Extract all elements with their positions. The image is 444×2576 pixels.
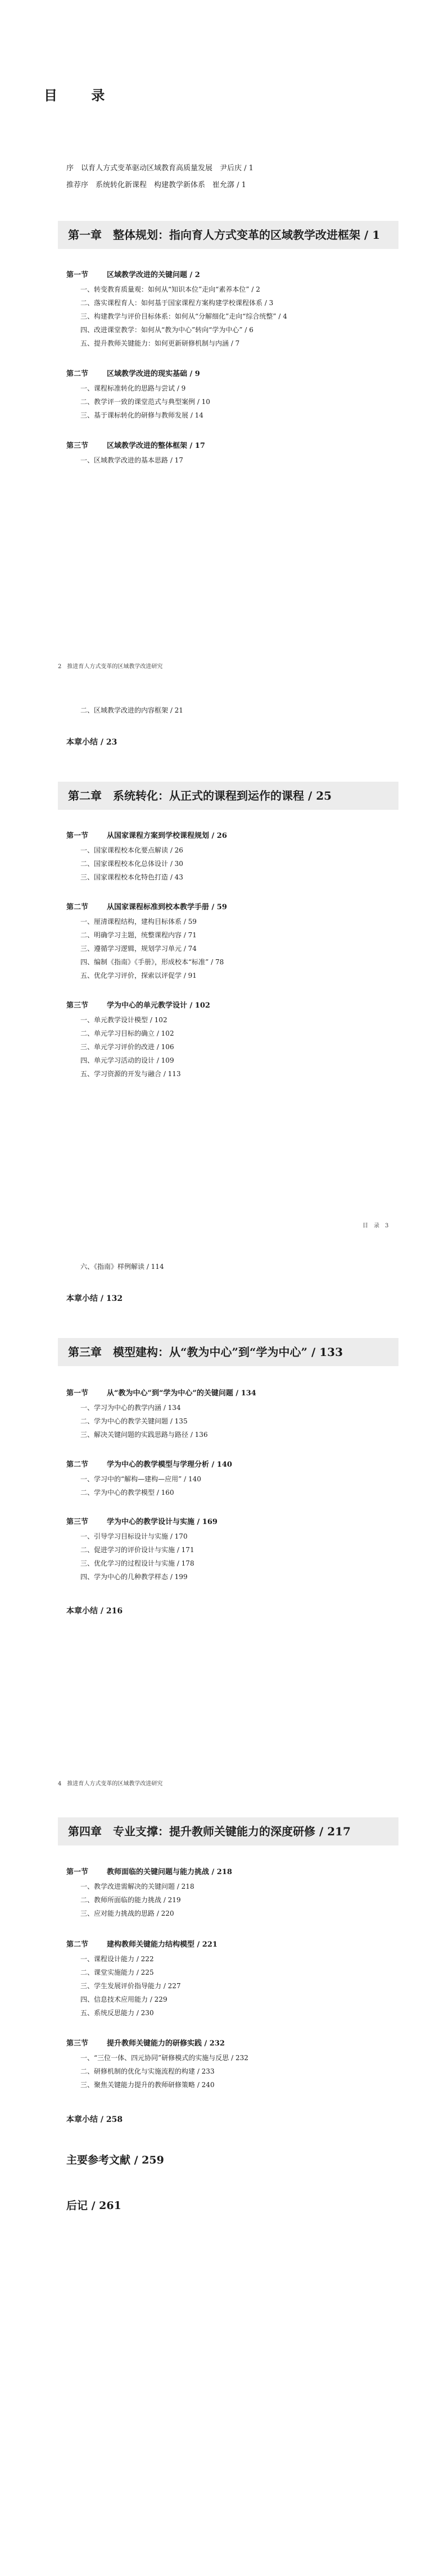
section-heading bbox=[66, 901, 227, 911]
section-heading bbox=[66, 1866, 232, 1876]
section-number: 第三节 bbox=[66, 2039, 89, 2048]
toc-item: 二、学为中心的教学模型 / 160 bbox=[80, 1489, 174, 1496]
toc-item: 二、落实课程育人：如何基于国家课程方案构建学校课程体系 / 3 bbox=[80, 299, 274, 307]
toc-item: 四、编制《指南》《手册》，形成校本“标准” / 78 bbox=[80, 958, 224, 966]
section-title: 从国家课程方案到学校课程规划 / 26 bbox=[107, 832, 227, 840]
running-head: 2 推进育人方式变革的区域教学改进研究 bbox=[58, 664, 163, 670]
section-heading bbox=[66, 368, 200, 378]
chapter-summary: 本章小结 / 258 bbox=[66, 2115, 123, 2124]
toc-item: 三、单元学习评价的改进 / 106 bbox=[80, 1043, 174, 1051]
toc-item: 三、基于课标转化的研修与教师发展 / 14 bbox=[80, 411, 203, 419]
section-title: 区域教学改进的关键问题 / 2 bbox=[107, 271, 200, 279]
toc-item: 二、区域教学改进的内容框架 / 21 bbox=[80, 706, 183, 714]
section-heading bbox=[66, 1458, 232, 1469]
section-heading bbox=[66, 2037, 225, 2048]
toc-item: 四、改进课堂教学：如何从“教为中心”转向“学为中心” / 6 bbox=[80, 326, 253, 334]
references-entry: 主要参考文献 / 259 bbox=[66, 2154, 164, 2166]
chapter-summary: 本章小结 / 216 bbox=[66, 1607, 123, 1616]
section-title: 建构教师关键能力结构模型 / 221 bbox=[107, 1940, 218, 1949]
toc-item: 一、单元教学设计模型 / 102 bbox=[80, 1016, 167, 1024]
toc-item: 二、教学评一致的课堂范式与典型案例 / 10 bbox=[80, 398, 210, 406]
section-number: 第一节 bbox=[66, 832, 89, 840]
afterword-entry: 后记 / 261 bbox=[66, 2199, 121, 2212]
toc-item: 三、优化学习的过程设计与实施 / 178 bbox=[80, 1559, 194, 1567]
toc-item: 一、教学改进需解决的关键问题 / 218 bbox=[80, 1883, 194, 1890]
toc-item: 二、国家课程校本化总体设计 / 30 bbox=[80, 860, 183, 868]
section-number: 第二节 bbox=[66, 1940, 89, 1949]
section-number: 第二节 bbox=[66, 903, 89, 911]
chapter-heading: 第三章 模型建构：从“教为中心”到“学为中心” / 133 bbox=[58, 1338, 398, 1366]
chapter-heading: 第二章 系统转化：从正式的课程到运作的课程 / 25 bbox=[58, 782, 398, 810]
toc-item: 三、遵循学习逻辑，规划学习单元 / 74 bbox=[80, 945, 197, 953]
toc-item: 四、单元学习活动的设计 / 109 bbox=[80, 1056, 174, 1064]
toc-item: 二、明确学习主题，统整课程内容 / 71 bbox=[80, 931, 197, 939]
section-number: 第一节 bbox=[66, 1389, 89, 1398]
running-head: 目 录 3 bbox=[363, 1223, 389, 1229]
section-number: 第二节 bbox=[66, 1461, 89, 1469]
section-number: 第一节 bbox=[66, 1868, 89, 1876]
section-heading bbox=[66, 1938, 218, 1949]
toc-item: 五、系统反思能力 / 230 bbox=[80, 2009, 154, 2017]
toc-item: 三、应对能力挑战的思路 / 220 bbox=[80, 1910, 174, 1917]
toc-item: 二、学为中心的教学关键问题 / 135 bbox=[80, 1417, 188, 1425]
toc-title: 目 录 bbox=[44, 87, 120, 103]
toc-item: 四、学为中心的几种教学样态 / 199 bbox=[80, 1573, 188, 1581]
section-number: 第三节 bbox=[66, 1518, 89, 1526]
toc-item: 五、学习资源的开发与融合 / 113 bbox=[80, 1070, 181, 1078]
section-title: 从“教为中心”到“学为中心”的关键问题 / 134 bbox=[107, 1389, 256, 1398]
toc-item: 一、学习为中心的教学内涵 / 134 bbox=[80, 1404, 181, 1412]
section-number: 第三节 bbox=[66, 442, 89, 450]
running-head: 4 推进育人方式变革的区域教学改进研究 bbox=[58, 1781, 163, 1787]
chapter-summary: 本章小结 / 132 bbox=[66, 1294, 123, 1303]
chapter-summary: 本章小结 / 23 bbox=[66, 738, 117, 747]
preface-line: 序 以育人方式变革驱动区域教育高质量发展 尹后庆 / 1 bbox=[66, 164, 253, 173]
toc-item: 三、解决关键问题的实践思路与路径 / 136 bbox=[80, 1431, 208, 1439]
toc-item: 二、促进学习的评价设计与实施 / 171 bbox=[80, 1546, 194, 1554]
toc-item: 三、构建教学与评价目标体系：如何从“分解细化”走向“综合统整” / 4 bbox=[80, 312, 287, 320]
toc-item: 一、国家课程校本化要点解读 / 26 bbox=[80, 846, 183, 854]
toc-item: 六、《指南》样例解读 / 114 bbox=[80, 1263, 164, 1271]
section-heading bbox=[66, 269, 200, 279]
preface-line: 推荐序 系统转化新课程 构建教学新体系 崔允漷 / 1 bbox=[66, 181, 246, 189]
toc-item: 一、引导学习目标设计与实施 / 170 bbox=[80, 1532, 188, 1540]
toc-item: 二、教师所面临的能力挑战 / 219 bbox=[80, 1896, 181, 1904]
section-title: 区域教学改进的整体框架 / 17 bbox=[107, 442, 205, 450]
section-title: 提升教师关键能力的研修实践 / 232 bbox=[107, 2039, 225, 2048]
toc-item: 三、国家课程校本化特色打造 / 43 bbox=[80, 873, 183, 881]
section-heading bbox=[66, 1516, 218, 1526]
chapter-heading: 第一章 整体规划：指向育人方式变革的区域教学改进框架 / 1 bbox=[58, 221, 398, 249]
section-title: 学为中心的单元教学设计 / 102 bbox=[107, 1001, 210, 1010]
section-title: 教师面临的关键问题与能力挑战 / 218 bbox=[107, 1868, 232, 1876]
toc-item: 一、转变教育质量观：如何从“知识本位”走向“素养本位” / 2 bbox=[80, 285, 260, 293]
toc-item: 一、厘清课程结构，建构目标体系 / 59 bbox=[80, 918, 197, 926]
section-heading bbox=[66, 439, 205, 450]
section-title: 区域教学改进的现实基础 / 9 bbox=[107, 370, 200, 378]
toc-item: 一、课程设计能力 / 222 bbox=[80, 1955, 154, 1963]
toc-item: 二、课堂实施能力 / 225 bbox=[80, 1969, 154, 1976]
section-title: 从国家课程标准到校本教学手册 / 59 bbox=[107, 903, 227, 911]
section-number: 第一节 bbox=[66, 271, 89, 279]
section-heading bbox=[66, 999, 210, 1010]
toc-item: 二、单元学习目标的确立 / 102 bbox=[80, 1030, 174, 1037]
toc-item: 二、研修机制的优化与实施流程的构建 / 233 bbox=[80, 2067, 215, 2075]
toc-item: 一、课程标准转化的思路与尝试 / 9 bbox=[80, 384, 186, 392]
section-title: 学为中心的教学设计与实施 / 169 bbox=[107, 1518, 218, 1526]
section-heading bbox=[66, 1387, 256, 1398]
toc-item: 一、区域教学改进的基本思路 / 17 bbox=[80, 456, 183, 464]
toc-item: 一、“三位一体、四元协同”研修模式的实施与反思 / 232 bbox=[80, 2054, 248, 2062]
section-title: 学为中心的教学模型与学理分析 / 140 bbox=[107, 1461, 232, 1469]
chapter-heading: 第四章 专业支撑：提升教师关键能力的深度研修 / 217 bbox=[58, 1817, 398, 1845]
toc-item: 四、信息技术应用能力 / 229 bbox=[80, 1996, 167, 2003]
toc-item: 三、聚焦关键能力提升的教师研修策略 / 240 bbox=[80, 2081, 215, 2089]
toc-item: 五、提升教师关键能力：如何更新研修机制与内涵 / 7 bbox=[80, 339, 240, 347]
toc-item: 五、优化学习评价，探索以评促学 / 91 bbox=[80, 972, 197, 979]
toc-item: 三、学生发展评价指导能力 / 227 bbox=[80, 1982, 181, 1990]
toc-item: 一、学习中的“解构—建构—应用” / 140 bbox=[80, 1475, 201, 1483]
section-number: 第二节 bbox=[66, 370, 89, 378]
section-heading bbox=[66, 829, 227, 840]
section-number: 第三节 bbox=[66, 1001, 89, 1010]
